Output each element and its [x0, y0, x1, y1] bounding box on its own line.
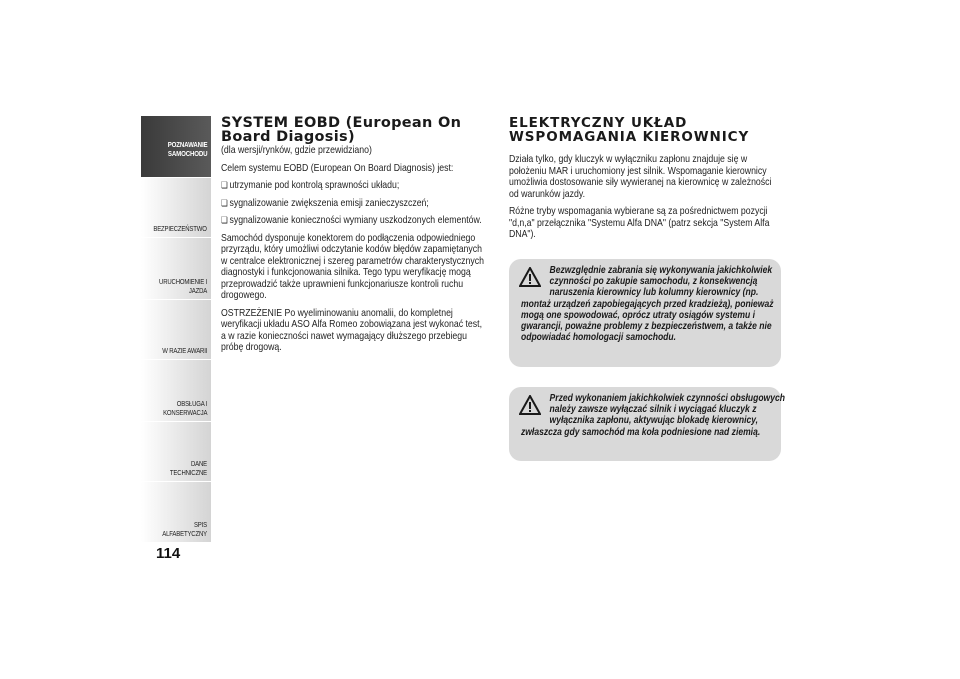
bullet-item: ❏ sygnalizowanie zwiększenia emisji zanieczyszczeń;: [221, 198, 489, 210]
eobd-section: [221, 116, 489, 354]
power-steering-section: [509, 116, 781, 241]
warning-box: [509, 259, 781, 367]
warning-paragraph: OSTRZEŻENIE Po wyeliminowaniu anomalii, do kompletnej weryfikacji układu ASO Alfa Romeo zobowiązana jest wykonać test, a w razie konieczności nawet wymagający dłuższego przebiegu próbę drogową.: [221, 307, 483, 353]
tab-uruchomienie-i-jazda[interactable]: URUCHOMIENIE I JAZDA: [141, 237, 211, 299]
bullet-item: ❏ utrzymanie pod kontrolą sprawności układu;: [221, 180, 489, 192]
intro-text: Celem systemu EOBD (European On Board Diagnosis) jest:: [221, 162, 454, 174]
bullet-item: ❏ sygnalizowanie konieczności wymiany uszkodzonych elementów.: [221, 215, 489, 227]
warning-text: Przed wykonaniem jakichkolwiek czynności obsługowych należy zawsze wyłączać silnik i wyciągać kluczyk z wyłącznika zapłonu, aktywując blokadę kierownicy, zwłaszcza gdy samochód ma koła podniesione nad ziemią.: [521, 393, 785, 438]
warning-text: Bezwzględnie zabrania się wykonywania jakichkolwiek czynności po zakupie samochodu, z konsekwencją naruszenia kierownicy lub kolumny kierownicy (np. montaż urządzeń zapobiegających przed kradzieżą), ponieważ mogą one spowodować, oprócz utraty osiągów systemu i gwarancji, poważne problemy z bezpieczeństwem, a także nie odpowiadać homologacji samochodu.: [521, 265, 774, 344]
tab-obsluga-i-konserwacja[interactable]: OBSŁUGA I KONSERWACJA: [141, 359, 211, 421]
tab-spis-alfabetyczny[interactable]: SPIS ALFABETYCZNY: [141, 481, 211, 542]
tab-w-razie-awarii[interactable]: W RAZIE AWARII: [141, 299, 211, 359]
connector-paragraph: Samochód dysponuje konektorem do podłączenia odpowiedniego przyrządu, który umożliwi odczytanie kodów błędów zapamiętanych w centralce elektronicznej i szereg parametrów charakterystycznych diagnostyki i funkcjonowania silnika. Tego typu weryfikację mogą przeprowadzić także uprawnieni funkcjonariusze kontroli ruchu drogowego.: [221, 232, 484, 301]
section-title-line1: ELEKTRYCZNY UKŁAD: [509, 115, 688, 131]
tab-poznawanie-samochodu[interactable]: POZNAWANIE SAMOCHODU: [141, 115, 211, 177]
section-subtitle: (dla wersji/rynków, gdzie przewidziano): [221, 145, 372, 156]
section-title-line2: WSPOMAGANIA KIEROWNICY: [509, 129, 750, 145]
tab-dane-techniczne[interactable]: DANE TECHNICZNE: [141, 421, 211, 481]
modes-paragraph: Różne tryby wspomagania wybierane są za pośrednictwem pozycji "d,n,a" przełącznika "Systemu Alfa DNA" (patrz sekcja "System Alfa DNA").: [509, 206, 770, 240]
page-number: 114: [156, 545, 181, 562]
tab-bezpieczenstwo[interactable]: BEZPIECZEŃSTWO: [141, 177, 211, 237]
warning-box: [509, 387, 785, 461]
steering-paragraph: Działa tylko, gdy kluczyk w wyłączniku zapłonu znajduje się w położeniu MAR i uruchomiony jest silnik. Wspomaganie kierownicy umożliwia dostosowanie siły wywieranej na kierownicę w zależności od warunków jazdy.: [509, 154, 772, 200]
section-tabs: [141, 115, 211, 542]
section-title: SYSTEM EOBD (European On Board Diagosis): [221, 115, 462, 145]
